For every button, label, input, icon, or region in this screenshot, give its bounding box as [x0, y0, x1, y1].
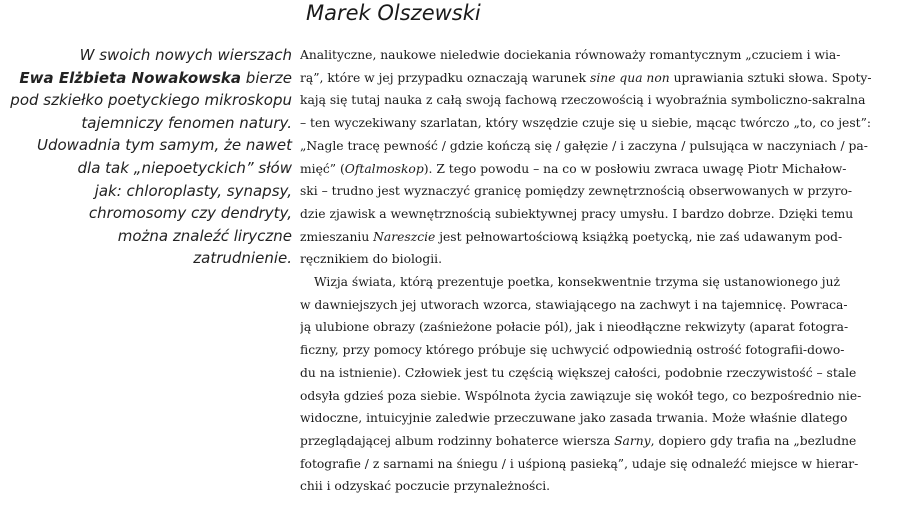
pull-quote-line: dla tak „niepoetyckich” słów — [77, 158, 292, 177]
text-line: Analityczne, naukowe nieledwie dociekania równoważy romantycznym „czuciem i wia- — [300, 48, 841, 62]
pull-quote-line: zatrudnienie. — [193, 249, 292, 268]
text-line: ficzny, przy pomocy którego próbuje się uchwycić odpowiednią ostrość fotografii-dowo- — [300, 343, 845, 358]
text-run: jest pełnowartościową książką poetycką, nie zaś udawanym pod- — [435, 229, 843, 244]
emphasis: Nareszcie — [373, 229, 436, 244]
text-line: ją ulubione obrazy (zaśnieżone połacie pól), jak i nieodłączne rekwizyty (aparat fotogra- — [300, 320, 849, 335]
text-run: mięć” ( — [300, 161, 345, 176]
poet-name: Ewa Elżbieta Nowakowska — [19, 68, 242, 87]
pull-quote-line: Udowadnia tym samym, że nawet — [36, 136, 292, 155]
pull-quote-line: pod szkiełko poetyckiego mikroskopu — [10, 91, 292, 110]
pull-quote-line: tajemniczy fenomen natury. — [81, 113, 292, 132]
pull-quote-line: W swoich nowych wierszach — [79, 46, 292, 64]
pull-quote-line: chromosomy czy dendryty, — [88, 204, 292, 223]
text-line: Wizja świata, którą prezentuje poetka, konsekwentnie trzyma się ustanowionego już — [314, 275, 841, 290]
text-line: chii i odzyskać poczucie przynależności. — [300, 479, 551, 494]
emphasis: Oftalmoskop — [344, 161, 424, 176]
text-run: przeglądającej album rodzinny bohaterce wiersza — [300, 433, 615, 448]
pull-quote-text: bierze — [241, 68, 292, 87]
pull-quote-line: jak: chloroplasty, synapsy, — [94, 181, 292, 200]
text-line: kają się tutaj nauka z całą swoją fachową rzeczowością i wyobraźnia symboliczno-sakralna — [300, 93, 866, 108]
pull-quote — [0, 44, 292, 270]
text-line: dzie zjawisk a wewnętrznością subiektywnej pracy umysłu. I bardzo dobrze. Dzięki temu — [300, 206, 854, 221]
text-line — [300, 67, 898, 90]
text-run: ). Z tego powodu – na co w posłowiu zwraca uwagę Piotr Michałow- — [423, 161, 847, 176]
text-run: zmieszaniu — [300, 229, 374, 244]
text-line — [300, 158, 898, 181]
text-line: du na istnienie). Człowiek jest tu częścią większej całości, podobnie rzeczywistość – stale — [300, 365, 857, 380]
pull-quote-line — [0, 67, 292, 90]
text-line: widoczne, intuicyjnie zaledwie przeczuwane jako zasada trwania. Może właśnie dlatego — [300, 411, 848, 426]
text-line: odsyła gdzieś poza siebie. Wspólnota życia zawiązuje się wokół tego, co bezpośrednio nie- — [300, 388, 862, 403]
text-run: uprawiania sztuki słowa. Spoty- — [669, 70, 872, 85]
text-line: ski – trudno jest wyznaczyć granicę pomiędzy zewnętrznością obserwowanych w przyro- — [300, 184, 853, 199]
paragraph-1 — [300, 44, 898, 271]
text-line — [300, 430, 898, 453]
text-line — [300, 226, 898, 249]
article-body — [300, 44, 898, 498]
text-line: fotografie / z sarnami na śniegu / i uśpioną pasieką”, udaje się odnaleźć miejsce w hierar- — [300, 456, 859, 471]
emphasis: Sarny — [614, 433, 651, 448]
text-run: rą”, które w jej przypadku oznaczają warunek — [300, 70, 591, 85]
author-name: Marek Olszewski — [306, 1, 481, 25]
paragraph-2 — [300, 271, 898, 498]
text-line: – ten wyczekiwany szarlatan, który wszędzie czuje się u siebie, mącąc twórczo „to, co jest”: — [300, 116, 872, 131]
pull-quote-line: można znaleźć liryczne — [117, 226, 292, 245]
emphasis: sine qua non — [590, 70, 670, 85]
text-line: w dawniejszych jej utworach wzorca, stawiającego na zachwyt i na tajemnicę. Powraca- — [300, 297, 848, 312]
text-line: „Nagle tracę pewność / gdzie kończą się / gałęzie / i zaczyna / pulsująca w naczyniach / pa- — [300, 138, 868, 153]
text-line: ręcznikiem do biologii. — [300, 252, 442, 267]
text-run: , dopiero gdy trafia na „bezludne — [650, 433, 857, 448]
